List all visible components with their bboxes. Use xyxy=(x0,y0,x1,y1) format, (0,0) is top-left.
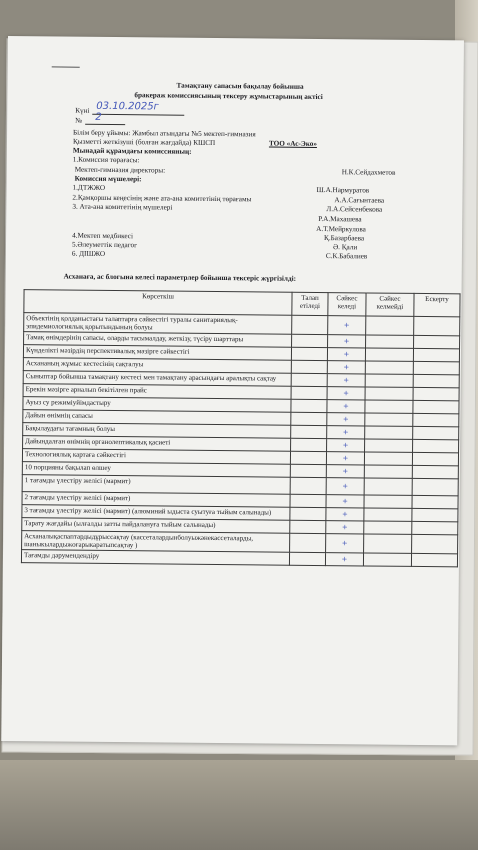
supplier-name: ТОО «Ас-Эко» xyxy=(268,139,318,148)
note-cell xyxy=(413,348,459,361)
noncompliant-cell xyxy=(365,361,413,374)
compliant-mark: + xyxy=(326,452,364,465)
note-cell xyxy=(411,553,457,566)
compliant-mark: + xyxy=(327,426,365,439)
date-underline xyxy=(92,114,184,116)
date-label: Күні xyxy=(75,106,90,115)
note-cell xyxy=(413,374,459,387)
noncompliant-cell xyxy=(365,439,413,452)
top-mark xyxy=(52,66,80,67)
noncompliant-cell xyxy=(364,534,412,553)
member-name: С.К.Бабалиев xyxy=(325,252,368,261)
noncompliant-cell xyxy=(364,452,412,465)
indicator-cell: Бақылаудағы тағамның болуы xyxy=(23,423,291,439)
indicator-cell: 3 тағамды үлестіру желісі (мармит) (алюминий ыдыста суытуға тыйым салынады) xyxy=(22,505,290,521)
chair-name: Н.К.Сейдахметов xyxy=(341,168,396,177)
compliant-mark: + xyxy=(326,534,364,553)
noncompliant-cell xyxy=(364,478,412,495)
note-cell xyxy=(412,452,458,465)
col-header: Ескерту xyxy=(414,293,460,316)
compliant-mark: + xyxy=(327,361,365,374)
member-name: Р.А.Махашева xyxy=(318,214,362,224)
indicator-cell: Дайын өнімнің сапасы xyxy=(23,410,291,426)
compliant-mark: + xyxy=(327,387,365,400)
note-cell xyxy=(412,521,458,534)
note-cell xyxy=(412,508,458,521)
table-row xyxy=(21,550,457,567)
required-cell xyxy=(291,386,327,399)
note-cell xyxy=(413,400,459,413)
required-cell xyxy=(290,494,326,507)
compliant-mark: + xyxy=(326,521,364,534)
indicator-cell: Технологиялық картаға сәйкестігі xyxy=(22,449,290,465)
required-cell xyxy=(291,412,327,425)
compliant-mark: + xyxy=(326,508,364,521)
noncompliant-cell xyxy=(365,374,413,387)
number-value: 2 xyxy=(95,111,102,123)
member-role: 2.Қамқоршы кеңесінің және ата-ана комитетінің төрағамы xyxy=(72,193,252,204)
indicator-cell: Күнделікті мәзірдің перспективалық мәзірге сәйкестігі xyxy=(23,345,291,361)
commission-heading: Мынадай құрамдағы комиссияның: xyxy=(72,146,192,156)
member-role: 5.Әлеуметтік педагог xyxy=(71,240,138,250)
supplier-label: Қызметті жеткізуші (болған жағдайда) КШСП xyxy=(72,137,216,147)
indicator-cell: Тарату жағдайы (ылғалды затты пайдалануға тыйым салынады) xyxy=(22,518,290,534)
note-cell xyxy=(413,439,459,452)
chair-label: 1.Комиссия төрағасы: xyxy=(72,155,140,165)
note-cell xyxy=(413,413,459,426)
chair-role: Мектеп-гимназия директоры: xyxy=(74,165,166,175)
section-title: Асханаға, ас блогына келесі параметрлер бойынша тексеріс жүргізілді: xyxy=(63,272,297,283)
member-name: А.Т.Мейркулова xyxy=(316,224,366,234)
indicator-cell: Дайындалған өнімнің органолептикалық қасиеті xyxy=(23,436,291,452)
inspection-table xyxy=(21,289,461,567)
noncompliant-cell xyxy=(364,465,412,478)
number-label: № xyxy=(75,116,83,125)
member-role: 4.Мектеп медбикесі xyxy=(72,231,134,241)
noncompliant-cell xyxy=(364,495,412,508)
compliant-mark: + xyxy=(326,465,364,478)
compliant-mark: + xyxy=(326,478,364,495)
compliant-mark: + xyxy=(327,413,365,426)
noncompliant-cell xyxy=(365,413,413,426)
compliant-mark: + xyxy=(327,348,365,361)
member-name: Ә. Қали xyxy=(332,243,358,252)
noncompliant-cell xyxy=(363,553,411,566)
indicator-cell: Объектінің қолданыстағы талаптарға сәйкестігі туралы санитариялық-эпидемиологиялық қорытындының болуы xyxy=(24,313,292,335)
indicator-cell: 10 порцияны бақылап өлшеу xyxy=(22,462,290,478)
noncompliant-cell xyxy=(364,508,412,521)
member-role: 3. Ата-ана комитетінің мүшелері xyxy=(72,202,173,212)
required-cell xyxy=(291,399,327,412)
required-cell xyxy=(290,477,326,494)
date-value: 03.10.2025г xyxy=(96,100,159,113)
note-cell xyxy=(413,387,459,400)
indicator-cell: Тағамды дәрумендендіру xyxy=(21,550,289,566)
member-name: Ш.А.Нармуратов xyxy=(316,185,370,195)
note-cell xyxy=(412,534,458,553)
note-cell xyxy=(414,335,460,348)
required-cell xyxy=(291,373,327,386)
required-cell xyxy=(290,451,326,464)
member-role: 1.ДТЖЖО xyxy=(72,183,106,192)
required-cell xyxy=(292,334,328,347)
indicator-cell: 1 тағамды үлестіру желісі (мармит) xyxy=(22,475,290,495)
number-underline xyxy=(85,124,125,125)
noncompliant-cell xyxy=(366,316,414,335)
compliant-mark: + xyxy=(327,439,365,452)
compliant-mark: + xyxy=(327,374,365,387)
note-cell xyxy=(413,361,459,374)
compliant-mark: + xyxy=(328,335,366,348)
noncompliant-cell xyxy=(365,400,413,413)
required-cell xyxy=(291,360,327,373)
member-name: Л.А.Сейсенбекова xyxy=(326,205,383,214)
note-cell xyxy=(412,465,458,478)
doc-title-line1: Тамақтану сапасын бақылау бойынша xyxy=(176,81,304,91)
member-name: А.А.Сағынтаева xyxy=(334,196,385,205)
required-cell xyxy=(289,552,325,565)
document-page xyxy=(1,36,464,745)
indicator-cell: Тамақ өнімдерінің сапасы, оларды тасымалдау, жеткізу, түсіру шарттары xyxy=(24,332,292,348)
noncompliant-cell xyxy=(366,335,414,348)
background-surface-bottom xyxy=(0,760,478,850)
indicator-cell: Сыныптар бойынша тамақтану кестесі мен тамақтану арасындағы аралықты сақтау xyxy=(23,371,291,387)
required-cell xyxy=(291,438,327,451)
compliant-mark: + xyxy=(328,316,366,335)
required-cell xyxy=(290,464,326,477)
note-cell xyxy=(413,426,459,439)
note-cell xyxy=(412,495,458,508)
compliant-mark: + xyxy=(326,495,364,508)
col-header: Көрсеткіш xyxy=(24,290,292,316)
required-cell xyxy=(290,507,326,520)
indicator-cell: Асхананың жұмыс кестесінің сақталуы xyxy=(23,358,291,374)
required-cell xyxy=(291,425,327,438)
note-cell xyxy=(412,478,458,495)
noncompliant-cell xyxy=(364,521,412,534)
doc-title-line2: бракераж комиссиясының тексеру жұмыстарының актісі xyxy=(134,91,323,102)
indicator-cell: 2 тағамды үлестіру желісі (мармит) xyxy=(22,492,290,508)
required-cell xyxy=(290,533,326,552)
indicator-cell: Ауыз су режиміуйімдастыру xyxy=(23,397,291,413)
col-header: Талап етіледі xyxy=(292,292,328,315)
required-cell xyxy=(291,347,327,360)
member-name: Қ.Базарбаева xyxy=(324,234,365,243)
noncompliant-cell xyxy=(365,426,413,439)
noncompliant-cell xyxy=(365,348,413,361)
indicator-cell: Асханалықаспаптардыдұрыссақтау (кассеталардынболуыжәнекассеталарды, шаныкылардыжоғарыкаратыпсақтау ) xyxy=(22,531,290,553)
note-cell xyxy=(414,316,460,335)
members-heading: Комиссия мүшелері: xyxy=(74,174,142,184)
compliant-mark: + xyxy=(325,553,363,566)
indicator-cell: Ерекін мәзірге арналып бекітілген прайс xyxy=(23,384,291,400)
compliant-mark: + xyxy=(327,400,365,413)
col-header: Сәйкес келмейді xyxy=(366,293,414,316)
noncompliant-cell xyxy=(365,387,413,400)
org-line: Білім беру ұйымы: Жамбыл атындағы №5 мектеп-гимназия xyxy=(73,128,256,139)
required-cell xyxy=(292,315,328,334)
required-cell xyxy=(290,520,326,533)
col-header: Сәйкес келеді xyxy=(328,293,366,316)
member-role: 6. ДІШЖО xyxy=(71,249,106,258)
